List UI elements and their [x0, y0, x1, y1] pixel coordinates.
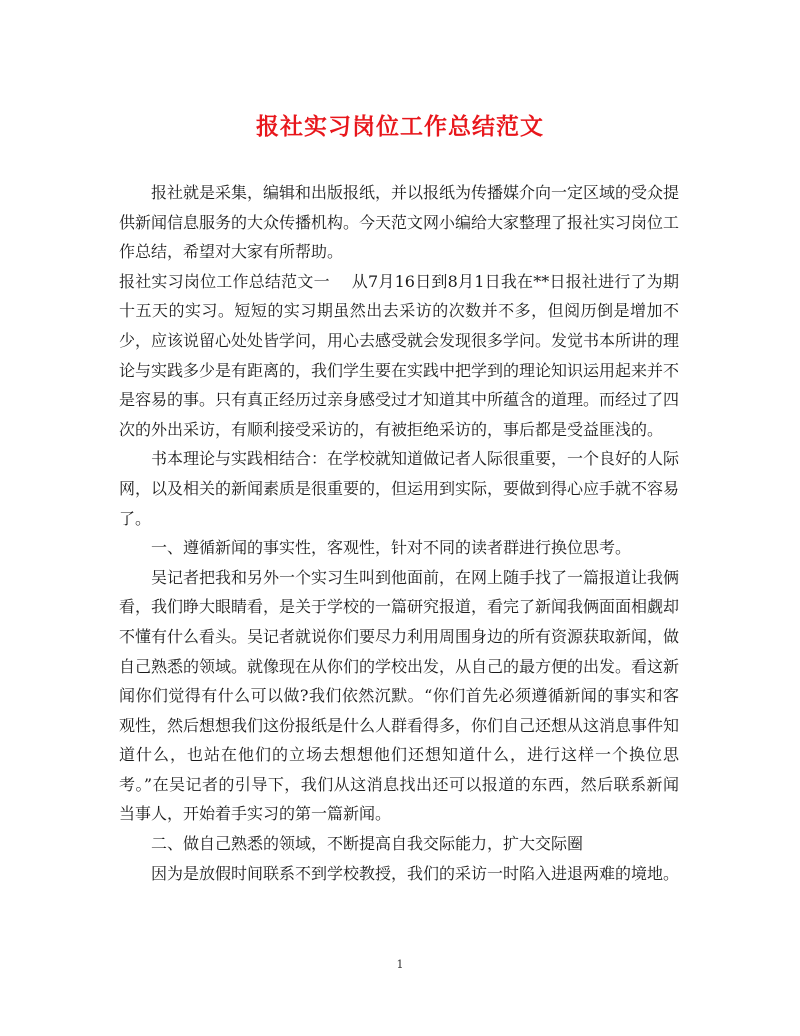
document-body	[119, 178, 679, 888]
point-one-heading: 一、遵循新闻的事实性，客观性，针对不同的读者群进行换位思考。	[151, 538, 632, 558]
section-heading: 报社实习岗位工作总结范文一	[119, 271, 330, 291]
document-title: 报社实习岗位工作总结范文	[256, 113, 544, 140]
page-number: 1	[396, 958, 404, 971]
theory-paragraph: 书本理论与实践相结合：在学校就知道做记者人际很重要，一个良好的人际网，以及相关的新闻素质是很重要的，但运用到实际，要做到得心应手就不容易了。	[119, 449, 680, 528]
point-two-heading: 二、做自己熟悉的领域，不断提高自我交际能力，扩大交际圈	[151, 834, 584, 854]
section-body-text: 从7月16日到8月1日我在**日报社进行了为期十五天的实习。短短的实习期虽然出去采访的次数并不多，但阅历倒是增加不少，应该说留心处处皆学问，用心去感受就会发现很多学问。发觉书本所讲的理论与实践多少是有距离的，我们学生要在实践中把学到的理论知识运用起来并不是容易的事。只有真正经历过亲身感受过才知道其中所蕴含的道理。而经过了四次的外出采访，有顺利接受采访的，有被拒绝采访的，事后都是受益匪浅的。	[119, 271, 680, 439]
section-paragraph	[119, 267, 679, 445]
wu-reporter-paragraph: 吴记者把我和另外一个实习生叫到他面前，在网上随手找了一篇报道让我俩看，我们睁大眼睛看，是关于学校的一篇研究报道，看完了新闻我俩面面相觑却不懂有什么看头。吴记者就说你们要尽力利用周围身边的所有资源获取新闻，做自己熟悉的领域。就像现在从你们的学校出发，从自己的最方便的出发。看这新闻你们觉得有什么可以做?我们依然沉默。“你们首先必须遵循新闻的事实和客观性，然后想想我们这份报纸是什么人群看得多，你们自己还想从这消息事件知道什么，也站在他们的立场去想想他们还想知道什么，进行这样一个换位思考。”在吴记者的引导下，我们从这消息找出还可以报道的东西，然后联系新闻当事人，开始着手实习的第一篇新闻。	[119, 567, 680, 824]
intro-paragraph: 报社就是采集，编辑和出版报纸，并以报纸为传播媒介向一定区域的受众提供新闻信息服务的大众传播机构。今天范文网小编给大家整理了报社实习岗位工作总结，希望对大家有所帮助。	[119, 183, 680, 262]
last-paragraph: 因为是放假时间联系不到学校教授，我们的采访一时陷入进退两难的境地。	[151, 863, 680, 883]
